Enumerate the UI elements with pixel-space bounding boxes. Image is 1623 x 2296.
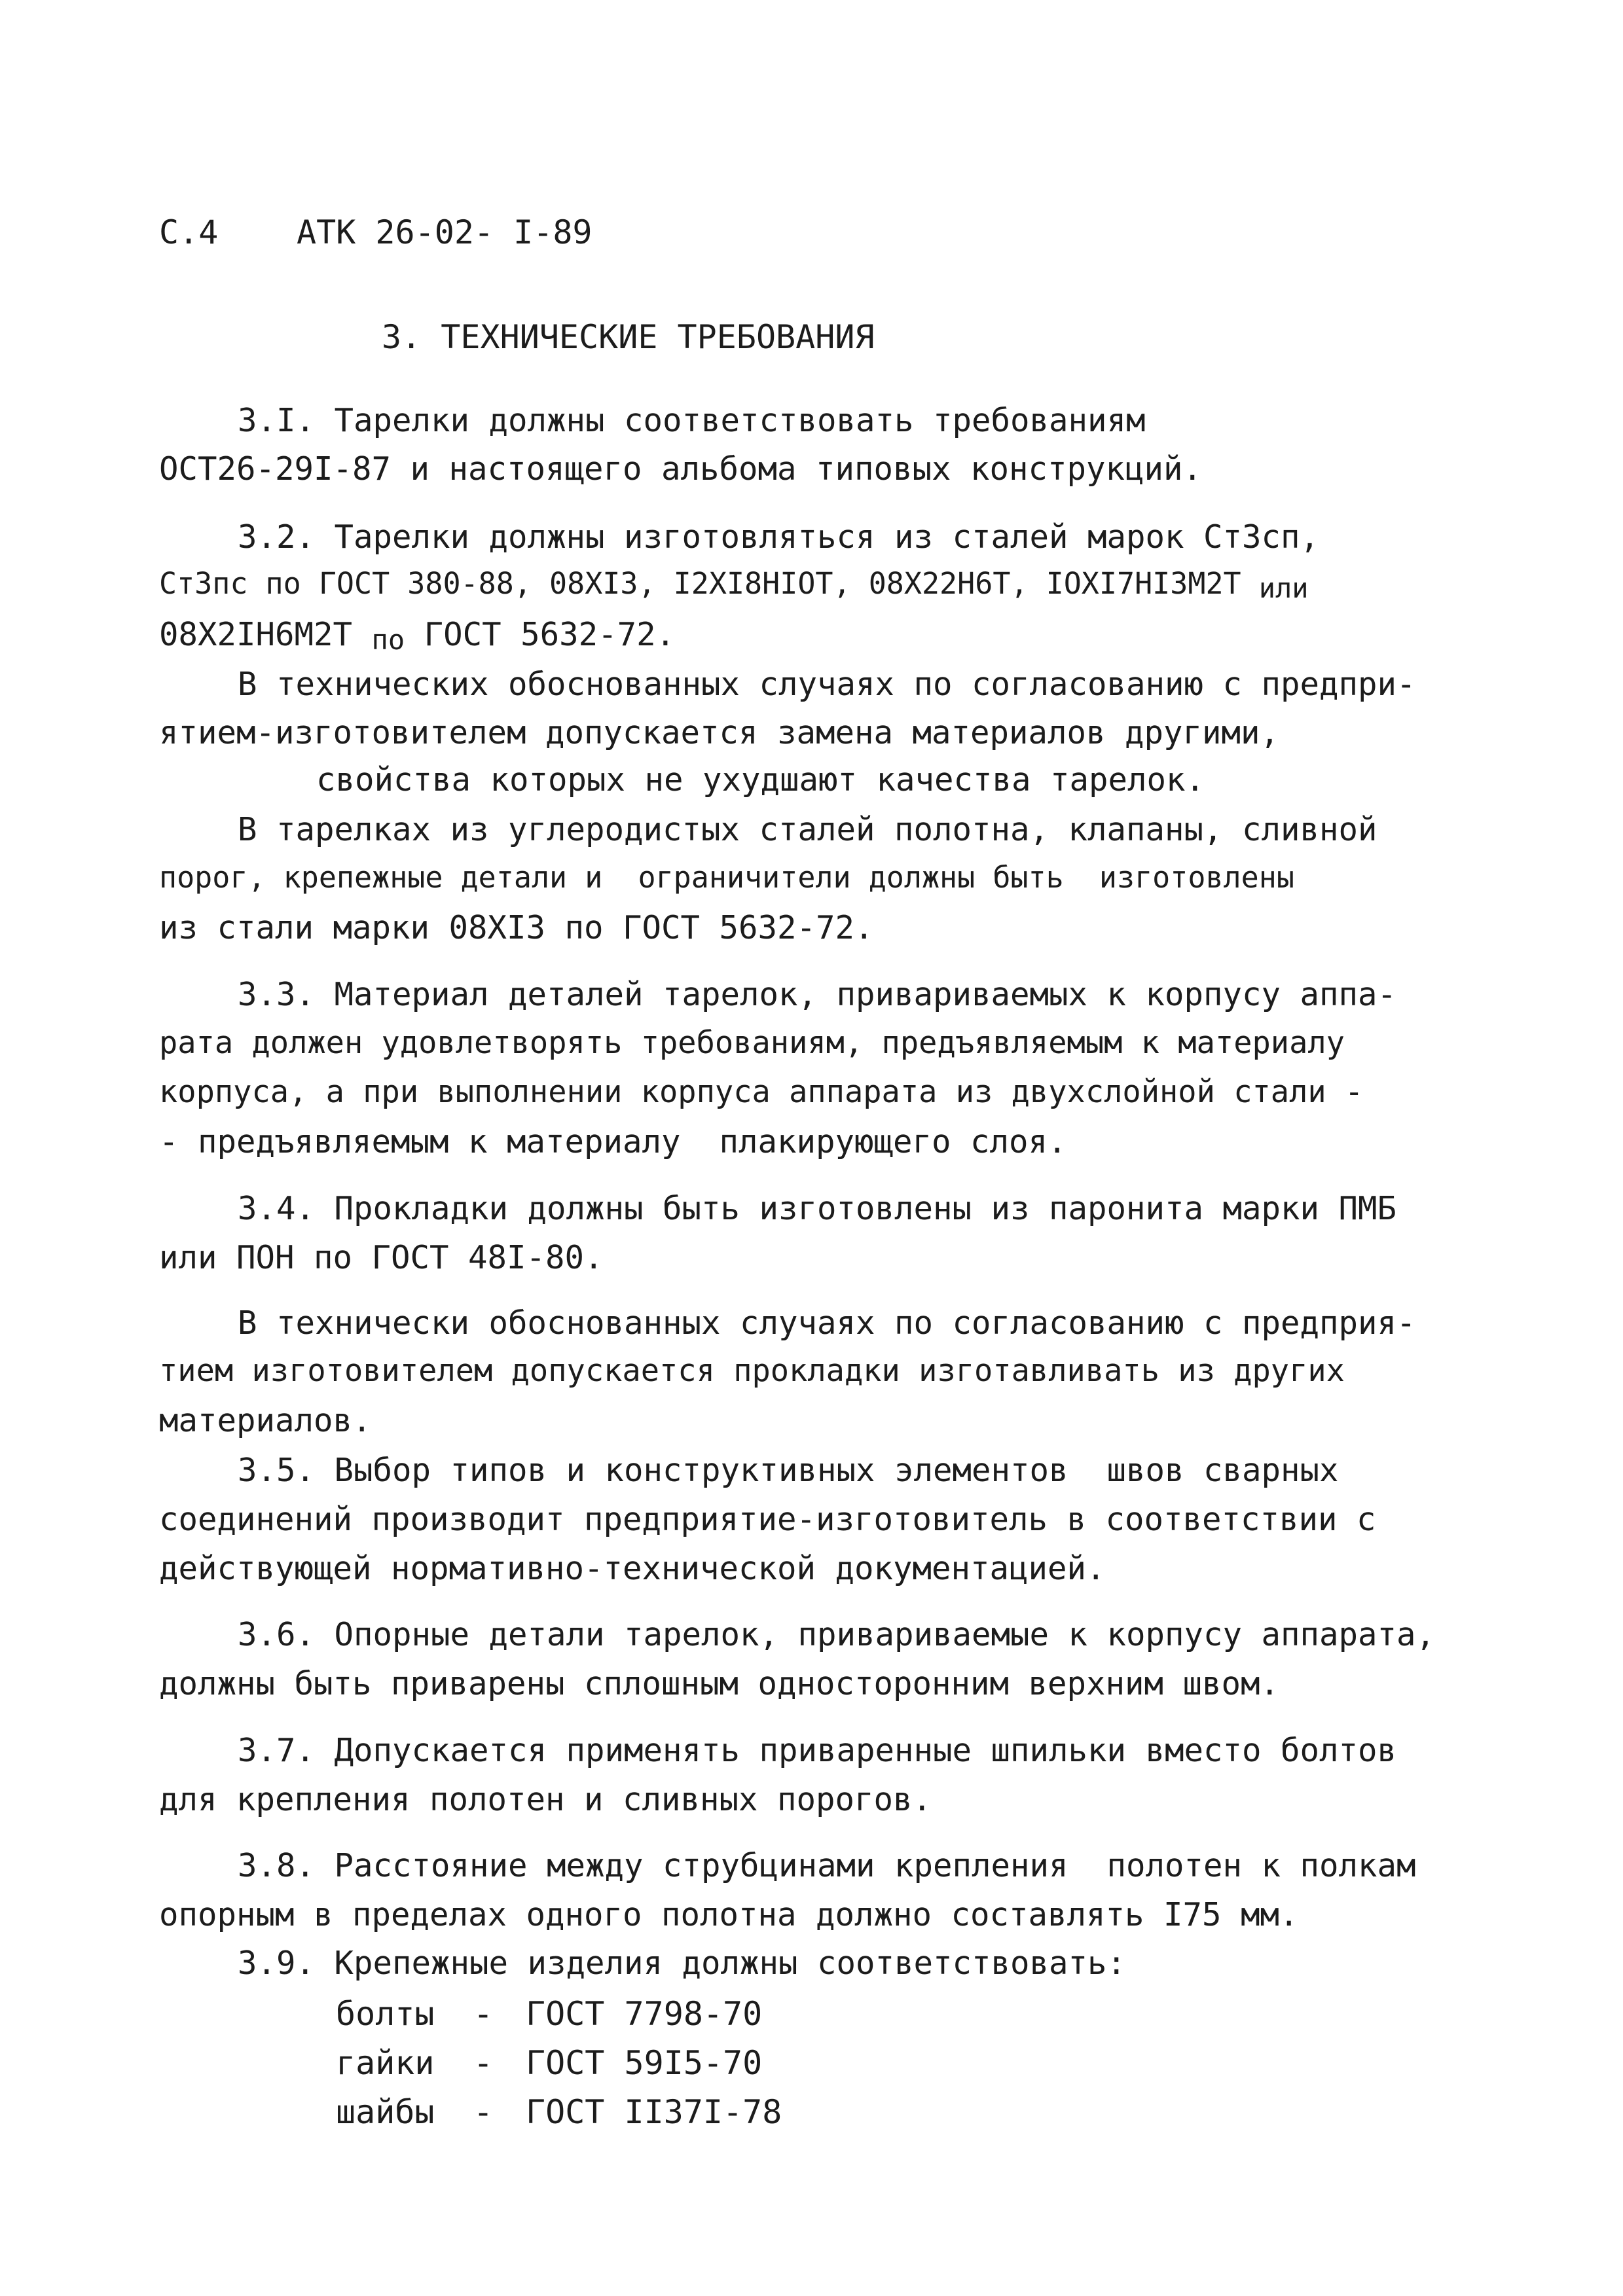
text-line: должны быть приварены сплошным односторонним верхним швом. bbox=[159, 1665, 1280, 1702]
section-title: 3. ТЕХНИЧЕСКИЕ ТРЕБОВАНИЯ bbox=[382, 318, 875, 356]
fastener-dash: - bbox=[473, 2093, 494, 2131]
fastener-dash: - bbox=[473, 2044, 494, 2082]
text-line: ОСТ26-29I-87 и настоящего альбома типовых конструкций. bbox=[159, 450, 1203, 488]
text-line: 3.8. Расстояние между струбцинами крепления полотен к полкам bbox=[238, 1847, 1416, 1884]
text-line: корпуса, а при выполнении корпуса аппарата из двухслойной стали - bbox=[159, 1074, 1364, 1110]
text-line: 3.4. Прокладки должны быть изготовлены из паронита марки ПМБ bbox=[238, 1190, 1397, 1227]
word-or: или bbox=[1258, 572, 1309, 604]
document-code: АТК 26-02- I-89 bbox=[297, 213, 593, 251]
text-line: опорным в пределах одного полотна должно составлять I75 мм. bbox=[159, 1896, 1299, 1933]
fastener-row bbox=[336, 1995, 762, 2033]
text-line: 3.6. Опорные детали тарелок, привариваемые к корпусу аппарата, bbox=[238, 1616, 1436, 1653]
text-line: свойства которых не ухудшают качества тарелок. bbox=[316, 761, 1205, 798]
text-line: 3.3. Материал деталей тарелок, привариваемых к корпусу аппа- bbox=[238, 976, 1397, 1013]
text-line: В тарелках из углеродистых сталей полотна, клапаны, сливной bbox=[238, 811, 1377, 848]
text-line-with-sub bbox=[159, 616, 676, 656]
text-line: материалов. bbox=[159, 1402, 372, 1439]
text-line: В технически обоснованных случаях по согласованию с предприя- bbox=[238, 1304, 1416, 1342]
fastener-standard: ГОСТ 7798-70 bbox=[526, 1995, 763, 2033]
text-line: В технических обоснованных случаях по согласованию с предпри- bbox=[238, 666, 1416, 703]
fastener-name: шайбы bbox=[336, 2093, 435, 2131]
text-line: рата должен удовлетворять требованиям, предъявляемым к материалу bbox=[159, 1025, 1345, 1061]
text-line: тием изготовителем допускается прокладки изготавливать из других bbox=[159, 1353, 1345, 1389]
text-line: из стали марки 08ХI3 по ГОСТ 5632-72. bbox=[159, 909, 874, 946]
text-line: действующей нормативно-технической документацией. bbox=[159, 1550, 1106, 1587]
page-header bbox=[159, 213, 593, 251]
text-line: 08Х2IН6М2Т bbox=[159, 616, 353, 653]
word-po: по bbox=[371, 624, 405, 656]
fastener-name: гайки bbox=[336, 2044, 435, 2082]
text-line: ГОСТ 5632-72. bbox=[424, 616, 676, 653]
fastener-name: болты bbox=[336, 1995, 435, 2033]
text-line: или ПОН по ГОСТ 48I-80. bbox=[159, 1239, 604, 1276]
text-line: соединений производит предприятие-изготовитель в соответствии с bbox=[159, 1501, 1376, 1538]
text-line: - предъявляемым к материалу плакирующего слоя. bbox=[159, 1123, 1067, 1160]
text-line: ятием-изготовителем допускается замена материалов другими, bbox=[159, 714, 1280, 751]
text-line: 3.2. Тарелки должны изготовляться из сталей марок Ст3сп, bbox=[238, 518, 1320, 556]
fastener-row bbox=[336, 2093, 782, 2131]
text-line: 3.I. Тарелки должны соответствовать требованиям bbox=[238, 402, 1146, 439]
text-line: 3.5. Выбор типов и конструктивных элементов швов сварных bbox=[238, 1452, 1339, 1489]
page-number: С.4 bbox=[159, 213, 219, 251]
fastener-standard: ГОСТ II37I-78 bbox=[526, 2093, 782, 2131]
text-line: порог, крепежные детали и ограничители должны быть изготовлены bbox=[159, 860, 1294, 895]
text-line: Ст3пс по ГОСТ 380-88, 08ХI3, I2ХI8НIОТ, 08Х22Н6Т, IОХI7НI3М2Т bbox=[159, 566, 1241, 601]
fastener-dash: - bbox=[473, 1995, 494, 2033]
text-line: для крепления полотен и сливных порогов. bbox=[159, 1781, 932, 1818]
text-line: 3.9. Крепежные изделия должны соответствовать: bbox=[238, 1945, 1127, 1982]
fastener-standard: ГОСТ 59I5-70 bbox=[526, 2044, 763, 2082]
text-line-with-sub bbox=[159, 566, 1309, 604]
fastener-row bbox=[336, 2044, 762, 2082]
text-line: 3.7. Допускается применять приваренные шпильки вместо болтов bbox=[238, 1732, 1397, 1769]
